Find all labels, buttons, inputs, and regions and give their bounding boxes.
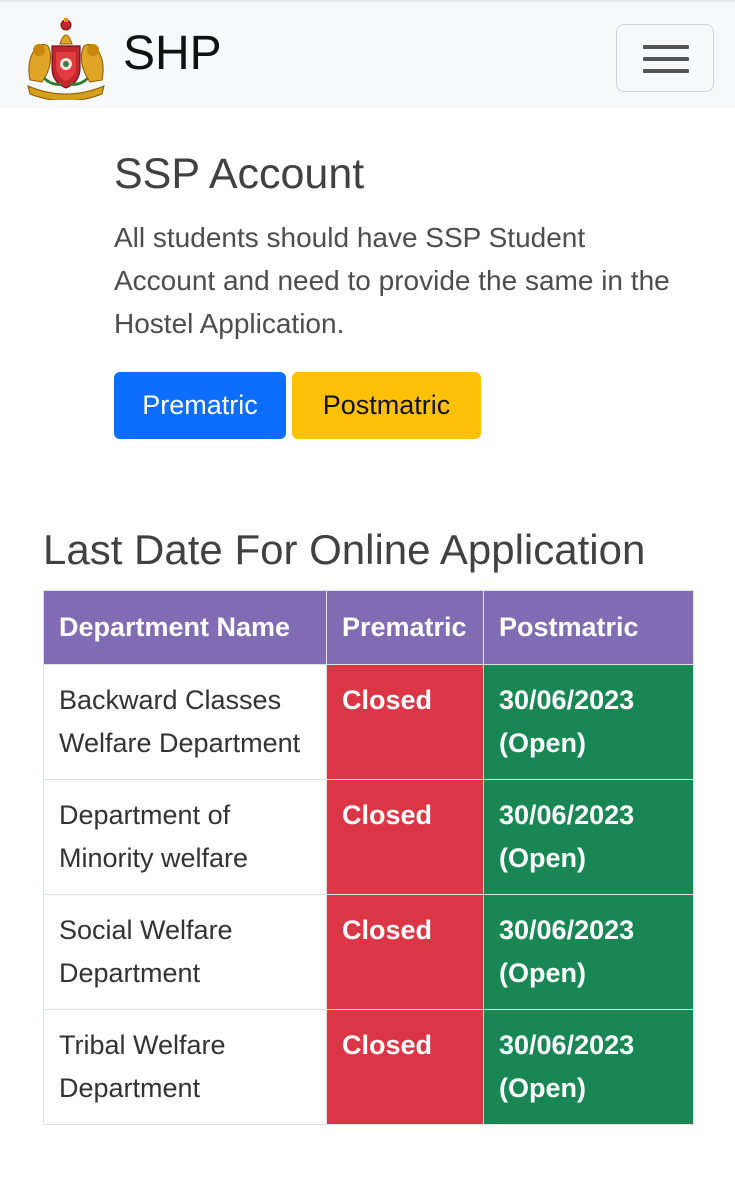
header-department-name: Department Name [44, 591, 327, 665]
last-date-table [43, 590, 694, 1125]
table-row [44, 780, 694, 895]
navbar [0, 0, 735, 108]
last-date-heading: Last Date For Online Application [43, 526, 646, 573]
postmatric-status-cell: 30/06/2023 (Open) [484, 895, 694, 1010]
header-prematric: Prematric [327, 591, 484, 665]
table-row [44, 665, 694, 780]
table-row [44, 1010, 694, 1125]
prematric-button[interactable]: Prematric [114, 372, 286, 439]
ssp-account-heading: SSP Account [114, 150, 365, 198]
postmatric-button[interactable]: Postmatric [292, 372, 481, 439]
prematric-status-cell: Closed [327, 895, 484, 1010]
department-name-cell: Backward Classes Welfare Department [44, 665, 327, 780]
table-row [44, 895, 694, 1010]
department-name-cell: Tribal Welfare Department [44, 1010, 327, 1125]
prematric-status-cell: Closed [327, 780, 484, 895]
department-name-cell: Department of Minority welfare [44, 780, 327, 895]
postmatric-status-cell: 30/06/2023 (Open) [484, 1010, 694, 1125]
department-name-cell: Social Welfare Department [44, 895, 327, 1010]
brand-title[interactable]: SHP [123, 27, 222, 80]
prematric-status-cell: Closed [327, 1010, 484, 1125]
header-postmatric: Postmatric [484, 591, 694, 665]
ssp-account-description: All students should have SSP Student Account and need to provide the same in the Hostel Application. [114, 222, 670, 339]
postmatric-status-cell: 30/06/2023 (Open) [484, 665, 694, 780]
table-header-row [44, 591, 694, 665]
prematric-status-cell: Closed [327, 665, 484, 780]
karnataka-emblem-icon[interactable] [22, 16, 110, 100]
postmatric-status-cell: 30/06/2023 (Open) [484, 780, 694, 895]
menu-toggle-button[interactable] [616, 24, 714, 92]
